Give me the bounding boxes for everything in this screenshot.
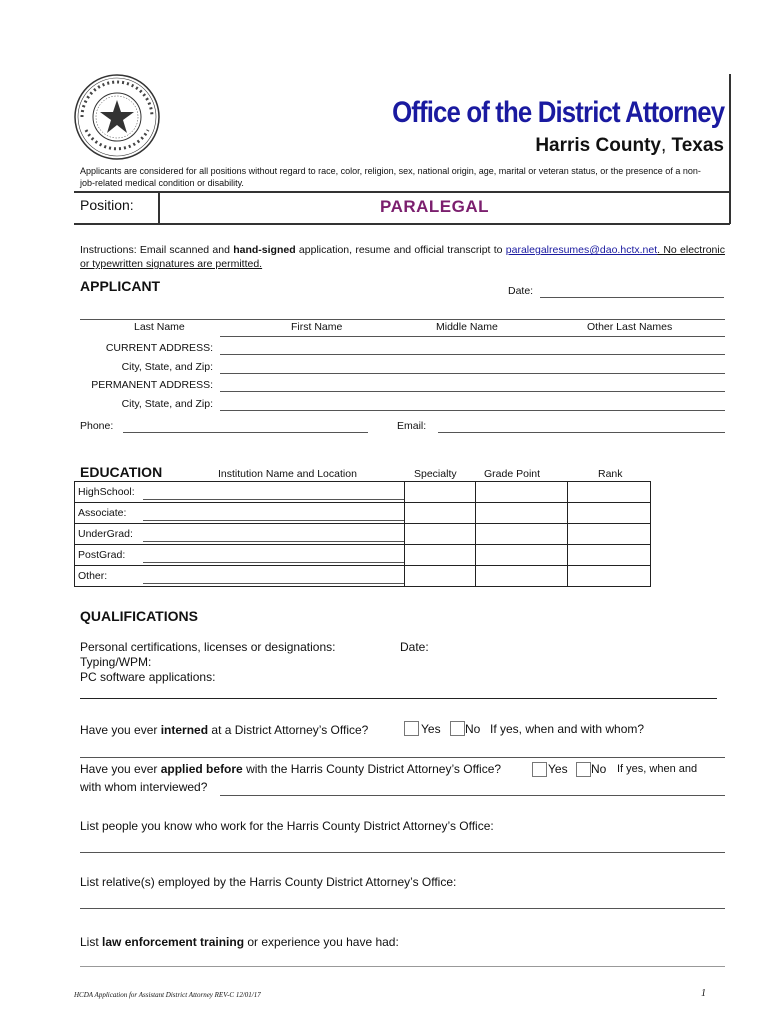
edu-row-label: Other: [78, 570, 108, 582]
applicant-date-label: Date: [508, 285, 534, 297]
interned-question [80, 723, 368, 737]
edu-institution-cell[interactable] [75, 566, 405, 587]
applied-bold: applied before [160, 762, 243, 776]
applied-no-checkbox[interactable] [576, 762, 591, 777]
edu-row-label: UnderGrad: [78, 528, 133, 540]
applicant-heading: APPLICANT [80, 278, 161, 294]
edu-col-grade: Grade Point [484, 468, 541, 480]
phone-label: Phone: [80, 420, 114, 432]
subtitle-comma: , [660, 135, 667, 156]
email-field[interactable] [438, 432, 725, 433]
edu-institution-cell[interactable] [75, 545, 405, 566]
name-col-first: First Name [291, 321, 343, 333]
edu-institution-cell[interactable] [75, 503, 405, 524]
interned-no-label: No [465, 722, 481, 736]
list-relatives-field[interactable] [80, 908, 725, 909]
education-table [74, 481, 651, 587]
list-law-2: or experience you have had: [244, 935, 399, 949]
edu-specialty-cell[interactable] [405, 566, 476, 587]
instructions-part3: . No electronic or typewritten signatures are permitted. [80, 244, 725, 270]
email-link[interactable]: paralegalresumes@dao.hctx.net [505, 244, 658, 256]
interned-no-checkbox[interactable] [450, 721, 465, 736]
applied-followup: If yes, when and [617, 763, 698, 775]
list-law-bold: law enforcement training [102, 935, 245, 949]
page-title: Office of the District Attorney [391, 96, 724, 129]
interned-yes-label: Yes [421, 722, 441, 736]
list-law-field[interactable] [80, 966, 725, 967]
applied-followup-2: with whom interviewed? [80, 780, 208, 794]
name-line[interactable] [80, 319, 725, 320]
edu-specialty-cell[interactable] [405, 524, 476, 545]
instructions-bold: hand-signed [233, 244, 296, 256]
instructions-part1: Instructions: Email scanned and [80, 244, 234, 256]
list-relatives-label: List relative(s) employed by the Harris County District Attorney’s Office: [80, 875, 457, 889]
edu-rank-cell[interactable] [568, 503, 651, 524]
table-row [75, 524, 651, 545]
page-subtitle [535, 135, 724, 157]
typing-label: Typing/WPM: [80, 655, 152, 669]
edu-rank-cell[interactable] [568, 482, 651, 503]
footer-form-id: HCDA Application for Assistant District Attorney REV-C 12/01/17 [74, 991, 261, 999]
city-label-2: City, State, and Zip: [121, 398, 213, 410]
position-value: PARALEGAL [380, 197, 490, 216]
edu-rank-cell[interactable] [568, 566, 651, 587]
edu-col-specialty: Specialty [414, 468, 457, 480]
edu-rank-cell[interactable] [568, 545, 651, 566]
education-heading: EDUCATION [80, 464, 163, 480]
phone-field[interactable] [123, 432, 368, 433]
edu-row-label: PostGrad: [78, 549, 126, 561]
table-row [75, 545, 651, 566]
applicant-date-line[interactable] [540, 297, 724, 298]
city-field-2[interactable] [220, 410, 725, 411]
name-col-middle: Middle Name [436, 321, 498, 333]
permanent-address-field[interactable] [220, 391, 725, 392]
certs-date-label: Date: [400, 640, 429, 654]
edu-grade-cell[interactable] [476, 566, 568, 587]
edu-col-institution: Institution Name and Location [218, 468, 357, 480]
interned-bold: interned [160, 723, 209, 737]
name-col-other: Other Last Names [587, 321, 673, 333]
edu-institution-cell[interactable] [75, 524, 405, 545]
instructions-part2: application, resume and official transcript to [295, 244, 506, 256]
edu-specialty-cell[interactable] [405, 503, 476, 524]
interned-followup: If yes, when and with whom? [490, 722, 645, 736]
table-row [75, 482, 651, 503]
interned-yes-checkbox[interactable] [404, 721, 419, 736]
permanent-address-label: PERMANENT ADDRESS: [91, 379, 213, 391]
pc-software-label: PC software applications: [80, 670, 216, 684]
edu-col-rank: Rank [598, 468, 623, 480]
applied-no-label: No [591, 762, 607, 776]
edu-row-label: Associate: [78, 507, 127, 519]
list-law-label [80, 935, 399, 949]
current-address-label: CURRENT ADDRESS: [105, 342, 213, 354]
edu-row-label: HighSchool: [78, 486, 135, 498]
applied-yes-label: Yes [548, 762, 568, 776]
state-text: Texas [671, 135, 724, 156]
instructions [80, 243, 725, 271]
name-sub-line [220, 336, 725, 337]
city-field-1[interactable] [220, 373, 725, 374]
interned-field[interactable] [80, 757, 725, 758]
table-row [75, 566, 651, 587]
list-people-label: List people you know who work for the Harris County District Attorney’s Office: [80, 819, 494, 833]
name-col-last: Last Name [134, 321, 185, 333]
edu-institution-cell[interactable] [75, 482, 405, 503]
certs-label: Personal certifications, licenses or designations: [80, 640, 336, 654]
city-label-1: City, State, and Zip: [121, 361, 213, 373]
email-label: Email: [397, 420, 427, 432]
edu-specialty-cell[interactable] [405, 545, 476, 566]
list-law-1: List [80, 935, 103, 949]
list-people-field[interactable] [80, 852, 725, 853]
position-label: Position: [80, 197, 134, 213]
eeo-statement: Applicants are considered for all positions without regard to race, color, religion, sex, national origin, age, marital or veteran status, or the presence of a non-job-related medical condition or disability. [80, 166, 701, 188]
edu-grade-cell[interactable] [476, 524, 568, 545]
edu-grade-cell[interactable] [476, 503, 568, 524]
qualifications-heading: QUALIFICATIONS [80, 608, 198, 624]
applied-field[interactable] [220, 795, 725, 796]
edu-grade-cell[interactable] [476, 545, 568, 566]
page-number: 1 [701, 988, 706, 999]
position-divider [158, 191, 160, 223]
edu-grade-cell[interactable] [476, 482, 568, 503]
county-text: Harris County [535, 135, 661, 156]
applied-yes-checkbox[interactable] [532, 762, 547, 777]
table-row [75, 503, 651, 524]
edu-specialty-cell[interactable] [405, 482, 476, 503]
edu-rank-cell[interactable] [568, 524, 651, 545]
applied-q1: Have you ever [80, 762, 161, 776]
qualifications-field[interactable] [80, 698, 717, 699]
applied-question [80, 762, 501, 776]
applied-q2: with the Harris County District Attorney’s Office? [242, 762, 502, 776]
current-address-field[interactable] [220, 354, 725, 355]
interned-q2: at a District Attorney’s Office? [208, 723, 369, 737]
interned-q1: Have you ever [80, 723, 161, 737]
district-attorney-seal [72, 72, 162, 162]
